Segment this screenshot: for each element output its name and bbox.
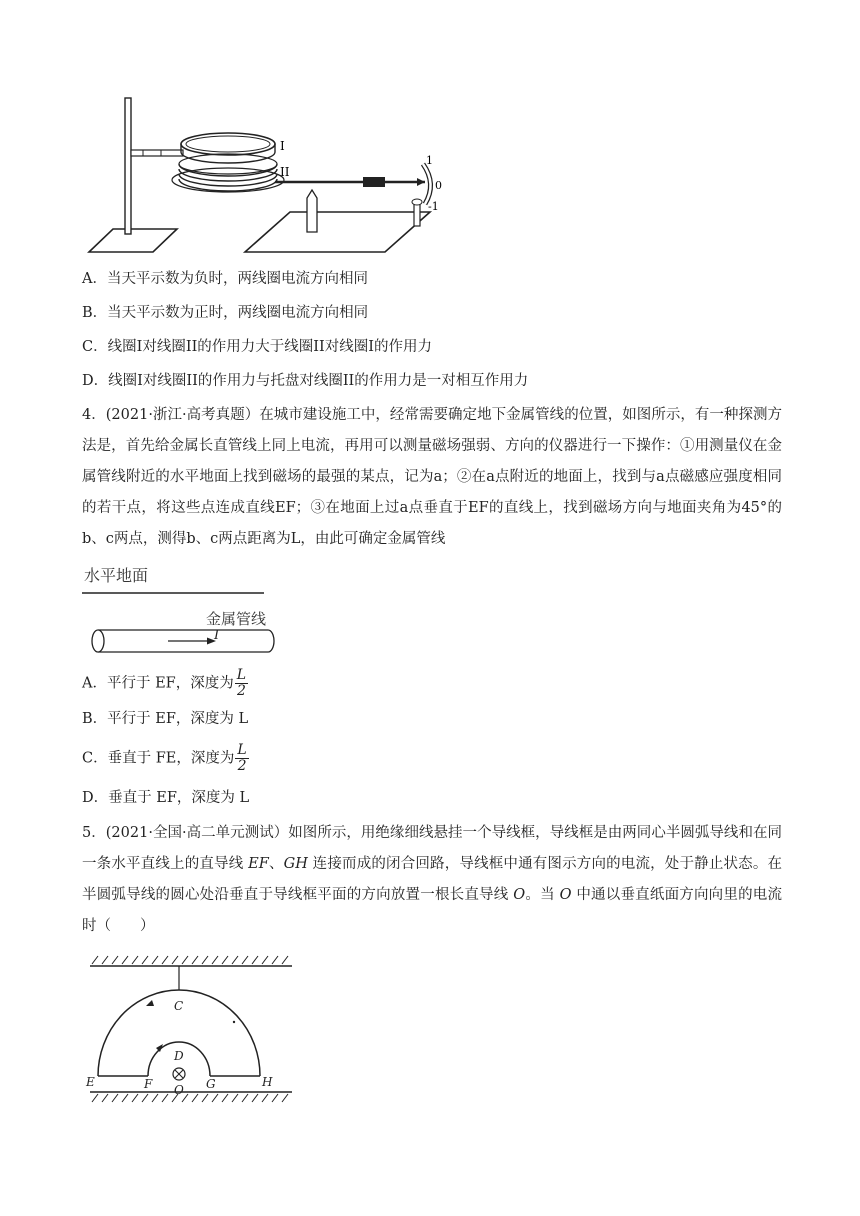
label-h: H xyxy=(262,1075,273,1089)
label-g: G xyxy=(206,1077,216,1091)
q3-option-d: D．线圈I对线圈II的作用力与托盘对线圈II的作用力是一对相互作用力 xyxy=(82,373,529,389)
label-o: O xyxy=(174,1083,184,1097)
ground-label: 水平地面 xyxy=(84,566,149,585)
q5-stem: 5．(2021·全国·高二单元测试）如图所示，用绝缘细线悬挂一个导线框，导线框是由两同心半圆弧导线和在同一条水平直线上的直导线 EF、GH 连接而成的闭合回路，导线框中通有图示方向的电流，处于静止状态。在半圆弧导线的圆心处沿垂直于导线框平面的方向放置一根长直导线 O。当 O 中通以垂直纸面方向向里的电流时（ ） xyxy=(82,825,783,934)
scale-label-bottom: -1 xyxy=(428,200,439,213)
q4-option-c: C．垂直于 FE，深度为 $\frac{L}{2}$ xyxy=(82,742,247,774)
scale-label-top: 1 xyxy=(426,154,433,167)
coil-one-label: I xyxy=(280,139,285,153)
q4-stem: 4．(2021·浙江·高考真题）在城市建设施工中，经常需要确定地下金属管线的位置，如图所示，有一种探测方法是，首先给金属长直管线上同上电流，再用可以测量磁场强弱、方向的仪器进行一下操作：①用测量仪在金属管线附近的水平地面上找到磁场的最强的某点，记为a；②在a点附近的地面上，找到与a点磁感应强度相同的若干点，将这些点连成直线EF；③在地面上过a点垂直于EF的直线上，找到磁场方向与地面夹角为45°的b、c两点，测得b、c两点距离为L，由此可确定金属管线 xyxy=(82,407,782,547)
q3-option-b: B．当天平示数为正时，两线圈电流方向相同 xyxy=(82,305,369,321)
q4-option-d: D．垂直于 EF，深度为 L xyxy=(82,790,250,806)
current-balance-figure xyxy=(85,92,465,257)
coil-two-label: II xyxy=(280,165,290,179)
label-d: D xyxy=(174,1049,184,1063)
current-label: I xyxy=(214,628,220,643)
fraction-l-over-2: $\frac{L}{2}$ xyxy=(237,742,247,774)
label-e: E xyxy=(86,1075,95,1089)
wire-frame-figure xyxy=(84,950,300,1120)
q3-option-a: A．当天平示数为负时，两线圈电流方向相同 xyxy=(82,271,368,287)
q3-option-c: C．线圈I对线圈II的作用力大于线圈II对线圈I的作用力 xyxy=(82,339,432,355)
q4-option-b: B．平行于 EF，深度为 L xyxy=(82,711,249,727)
label-c: C xyxy=(174,999,184,1013)
pipe-label: 金属管线 xyxy=(206,610,267,628)
scale-label-mid: 0 xyxy=(435,179,442,192)
label-f: F xyxy=(144,1077,153,1091)
q4-option-a: A．平行于 EF，深度为 $\frac{L}{2}$ xyxy=(82,667,247,699)
fraction-l-over-2: $\frac{L}{2}$ xyxy=(236,667,247,699)
pipeline-figure xyxy=(82,563,302,665)
